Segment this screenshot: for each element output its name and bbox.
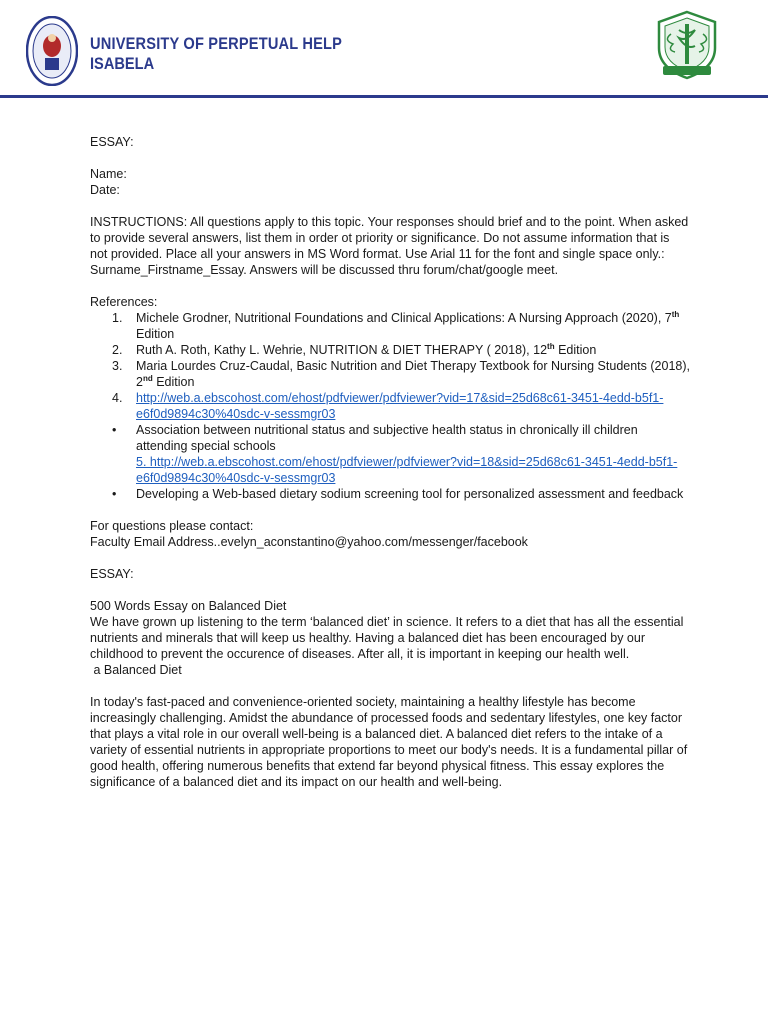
reference-item [90,390,690,422]
date-label: Date: [90,183,120,197]
essay-paragraph: In today's fast-paced and convenience-oriented society, maintaining a healthy lifestyle has become increasingly challenging. Amidst the abundance of processed foods and sedentary lifestyles, one key factor that plays a vital role in our overall well-being is a balanced diet. A balanced diet refers to the intake of a variety of essential nutrients in appropriate proportions to meet our body's needs. It is a fundamental pillar of good health, offering numerous benefits that extend far beyond physical fitness. This essay explores the significance of a balanced diet and its impact on our health and well-being. [90,695,688,789]
essay-paragraph: We have grown up listening to the term ‘balanced diet’ in science. It refers to a diet that has all the essential nutrients and minerals that will keep us healthy. Having a balanced diet has been encouraged by our childhood to prevent the occurence of diseases. After all, it is important in keeping our health well. [90,615,684,661]
document-body [90,134,690,790]
ordinal-suffix: nd [142,373,153,383]
bullet: • [112,423,117,437]
reference-text: Developing a Web-based dietary sodium screening tool for personalized assessment and feedback [136,487,684,501]
ordinal-suffix: th [547,341,555,351]
list-number: 2. [112,343,123,357]
campus-name: ISABELA [90,54,155,73]
bullet: • [112,487,117,501]
college-of-nursing-crest-logo [653,10,721,80]
reference-text: Michele Grodner, Nutritional Foundations and Clinical Applications: A Nursing Approach (2020), 7 [136,311,672,325]
reference-edition: Edition [136,327,175,341]
name-label: Name: [90,167,127,181]
reference-edition: Edition [554,343,597,357]
university-name: UNIVERSITY OF PERPETUAL HELP [90,34,343,53]
essay-title: 500 Words Essay on Balanced Diet [90,599,287,613]
ebscohost-link[interactable]: 5. http://web.a.ebscohost.com/ehost/pdfviewer/pdfviewer?vid=18&sid=25d68c61-3451-4edd-b5f1-e6f0d9894c30%40sdc-v-sessmgr03 [136,455,678,485]
header-divider [0,95,768,98]
reference-item [90,422,690,486]
reference-edition: Edition [152,375,195,389]
reference-item [90,358,690,390]
reference-text: Association between nutritional status and subjective health status in chronically ill children attending special schools [136,423,638,453]
essay-subheading: a Balanced Diet [90,663,182,677]
university-seal-logo [26,16,78,86]
references-heading: References: [90,295,158,309]
list-number: 1. [112,311,123,325]
reference-item [90,486,690,502]
list-number: 4. [112,391,123,405]
contact-line: Faculty Email Address..evelyn_aconstantino@yahoo.com/messenger/facebook [90,535,528,549]
ebscohost-link[interactable]: http://web.a.ebscohost.com/ehost/pdfviewer/pdfviewer?vid=17&sid=25d68c61-3451-4edd-b5f1-e6f0d9894c30%40sdc-v-sessmgr03 [136,391,664,421]
document-header [0,0,768,98]
instructions-filename: Surname_Firstname_Essay. Answers will be discussed thru forum/chat/google meet. [90,263,559,277]
references-list [90,310,690,502]
instructions: INSTRUCTIONS: All questions apply to this topic. Your responses should brief and to the point. When asked to provide several answers, list them in order ot priority or significance. Do not assume information that is not provided. Place all your answers in MS Word format. Use Arial 11 for the font and single space only.: [90,215,689,261]
ordinal-suffix: th [671,309,680,319]
reference-item [90,342,690,358]
list-number: 3. [112,359,123,373]
reference-text: Ruth A. Roth, Kathy L. Wehrie, NUTRITION & DIET THERAPY ( 2018), 12 [136,343,548,357]
reference-item [90,310,690,342]
essay-label: ESSAY: [90,567,134,581]
contact-heading: For questions please contact: [90,519,254,533]
reference-text: Maria Lourdes Cruz-Caudal, Basic Nutrition and Diet Therapy Textbook for Nursing Students (2018), 2 [136,359,690,389]
essay-label: ESSAY: [90,135,134,149]
